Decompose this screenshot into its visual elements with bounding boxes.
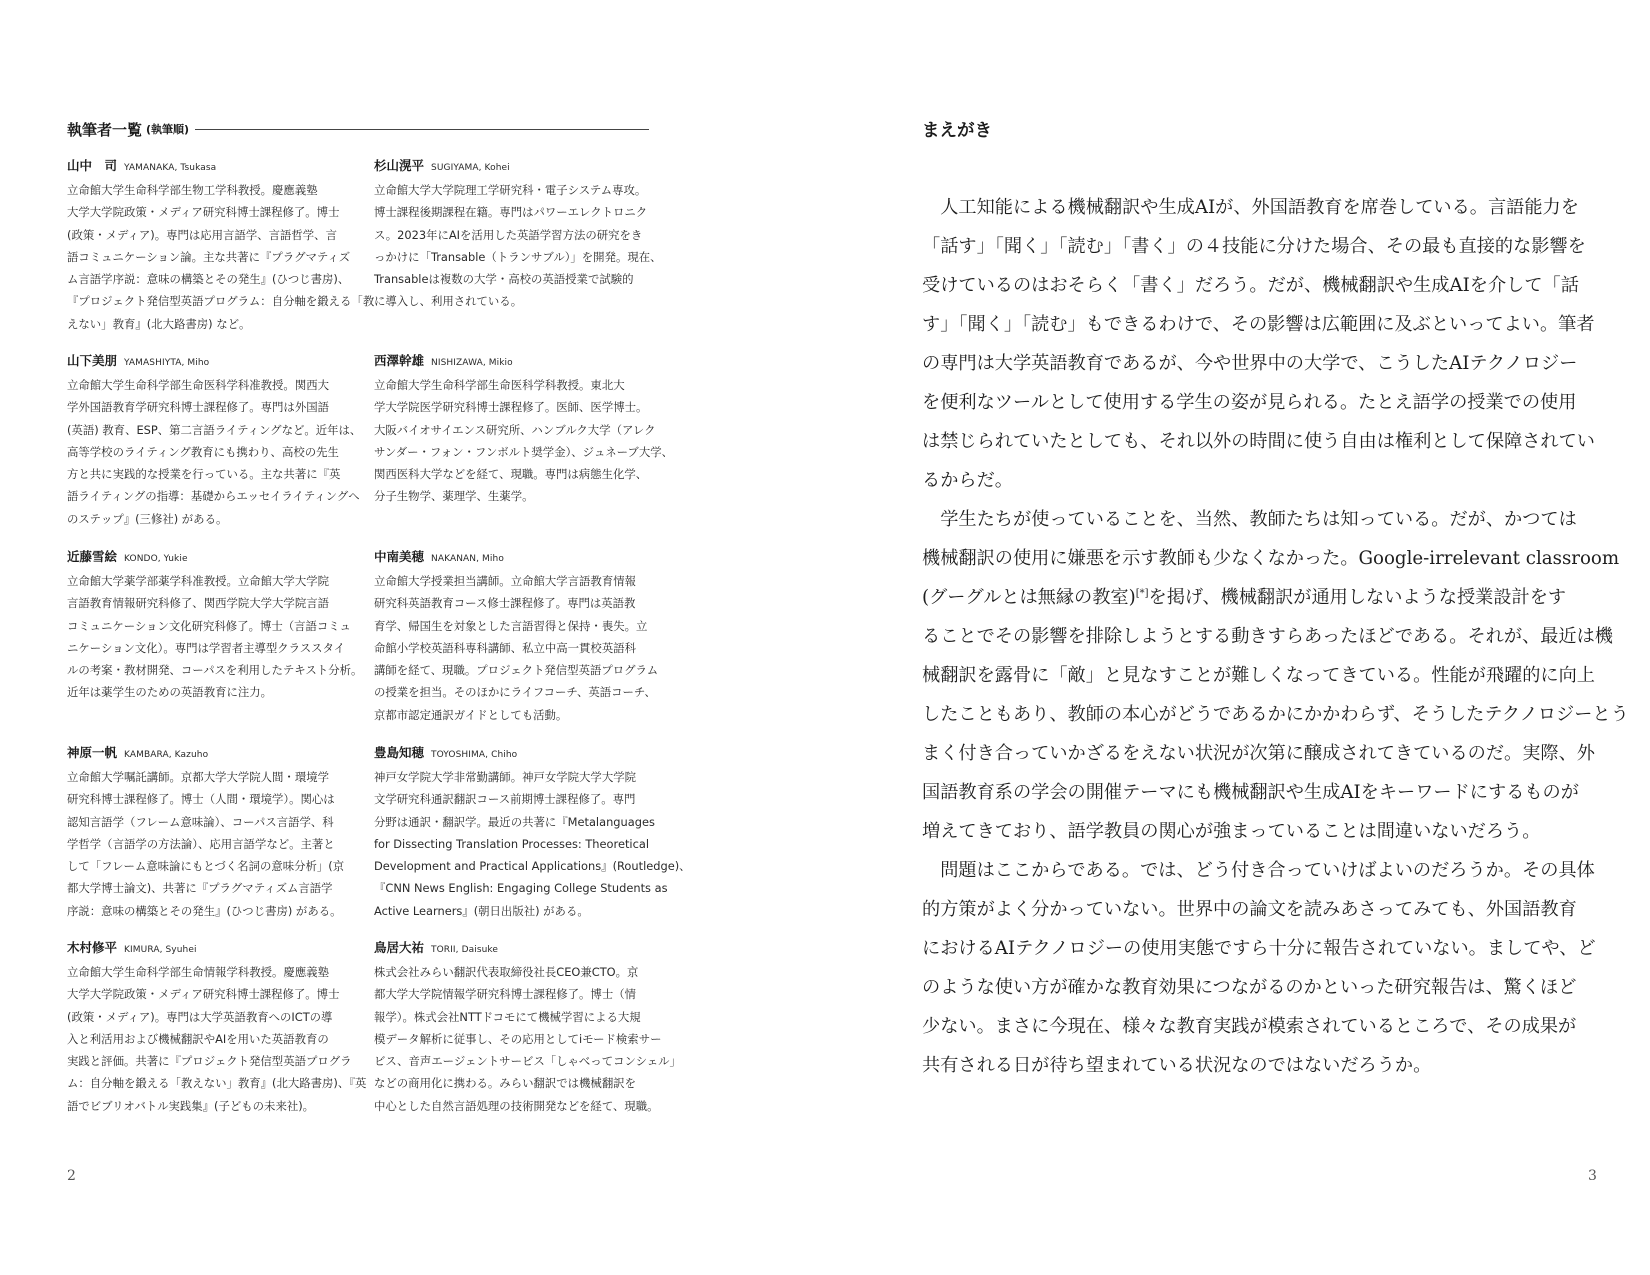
author-roman-name: SUGIYAMA, Kohei bbox=[431, 163, 510, 173]
author-bio bbox=[374, 374, 673, 508]
text-segment: を掲げ、機械翻訳が通用しないような授業設計をす bbox=[1148, 587, 1567, 608]
text-line: 共有される日が待ち望まれている状況なのではないだろうか。 bbox=[922, 1055, 1432, 1076]
bio-line: 神戸女学院大学非常勤講師。神戸女学院大学大学院 bbox=[374, 770, 636, 784]
bio-line: 大阪バイオサイエンス研究所、ハンブルク大学（アレク bbox=[374, 422, 656, 437]
bio-line: 学大学院医学研究科博士課程修了。医師、医学博士。 bbox=[374, 400, 648, 415]
author-name: 中南美穂 bbox=[374, 549, 425, 564]
bio-line: 研究科博士課程修了。博士（人間・環境学）。関心は bbox=[67, 792, 335, 807]
contributors-order-note: (執筆順) bbox=[146, 123, 190, 136]
bio-line: 関西医科大学などを経て、現職。専門は病態生化学、 bbox=[374, 467, 648, 482]
bio-line: 模データ解析に従事し、その応用としてiモード検索サー bbox=[374, 1031, 662, 1046]
bio-line: 中心とした自然言語処理の技術開発などを経て、現職。 bbox=[374, 1098, 659, 1113]
bio-line: のステップ』(三修社) がある。 bbox=[67, 511, 228, 526]
bio-line: 大学大学院政策・メディア研究科博士課程修了。博士 bbox=[67, 205, 340, 220]
bio-line: などの商用化に携わる。みらい翻訳では機械翻訳を bbox=[374, 1076, 636, 1091]
author-entry bbox=[374, 351, 673, 508]
bio-line: ルの考案・教材開発、コーパスを利用したテキスト分析。 bbox=[67, 663, 363, 678]
text-line: 械翻訳を露骨に「敵」と見なすことが難しくなってきている。性能が飛躍的に向上 bbox=[922, 665, 1595, 686]
text-line: の専門は大学英語教育であるが、今や世界中の大学で、こうしたAIテクノロジー bbox=[922, 353, 1578, 374]
bio-line: ニケーション文化）。専門は学習者主導型クラススタイ bbox=[67, 640, 346, 655]
bio-line: ム：自分軸を鍛える「教えない」教育』(北大路書房)、『英 bbox=[67, 1076, 367, 1091]
text-line: るからだ。 bbox=[922, 470, 1013, 491]
footnote-marker: [*] bbox=[1135, 588, 1149, 599]
author-bio bbox=[67, 766, 349, 922]
bio-line: 立命館大学生命科学部生物工学科教授。慶應義塾 bbox=[67, 183, 318, 197]
bio-line: 方と共に実践的な授業を行っている。主な共著に『英 bbox=[67, 467, 341, 482]
text-line: 学生たちが使っていることを、当然、教師たちは知っている。だが、かつては bbox=[922, 509, 1577, 530]
bio-line: 高等学校のライティング教育にも携わり、高校の先生 bbox=[67, 444, 339, 459]
text-line: 少ない。まさに今現在、様々な教育実践が模索されているところで、その成果が bbox=[922, 1016, 1577, 1037]
author-roman-name: KAMBARA, Kazuho bbox=[124, 750, 209, 760]
text-segment: (グーグルとは無縁の教室) bbox=[922, 587, 1136, 608]
bio-line: 認知言語学（フレーム意味論）、コーパス言語学、科 bbox=[67, 814, 334, 829]
author-entry bbox=[374, 547, 659, 726]
bio-line: 語でビブリオバトル実践集』(子どもの未来社)。 bbox=[67, 1098, 315, 1113]
bio-line: (政策・メディア)。専門は応用言語学、言語哲学、言 bbox=[67, 227, 337, 242]
page-number-left: 2 bbox=[67, 1168, 76, 1184]
text-line: のような使い方が確かな教育効果につながるのかといった研究報告は、驚くほど bbox=[922, 977, 1577, 998]
bio-line: for Dissecting Translation Processes: Theoretical bbox=[374, 836, 649, 851]
author-roman-name: KONDO, Yukie bbox=[124, 554, 188, 564]
author-bio bbox=[67, 570, 363, 704]
bio-line: 言語教育情報研究科修了、関西学院大学大学院言語 bbox=[67, 596, 329, 611]
bio-line: 博士課程後期課程在籍。専門はパワーエレクトロニク bbox=[374, 205, 648, 220]
author-roman-name: TORII, Daisuke bbox=[431, 945, 499, 955]
bio-line: 分子生物学、薬理学、生薬学。 bbox=[374, 489, 534, 504]
bio-line: に導入し、利用されている。 bbox=[374, 294, 523, 309]
author-name: 神原一帆 bbox=[67, 745, 118, 760]
bio-line: ビス、音声エージェントサービス「しゃべってコンシェル」 bbox=[374, 1054, 681, 1069]
bio-line: (英語) 教育、ESP、第二言語ライティングなど。近年は、 bbox=[67, 422, 362, 437]
bio-line: 入と利活用および機械翻訳やAIを用いた英語教育の bbox=[67, 1031, 329, 1046]
bio-line: 育学、帰国生を対象とした言語習得と保持・喪失。立 bbox=[374, 618, 648, 633]
author-entry bbox=[67, 938, 367, 1117]
bio-line: (政策・メディア)。専門は大学英語教育へのICTの導 bbox=[67, 1009, 333, 1024]
author-bio bbox=[374, 766, 691, 922]
author-name: 豊島知穂 bbox=[374, 745, 425, 760]
author-roman-name: KIMURA, Syuhei bbox=[124, 945, 197, 955]
text-line: ることでその影響を排除しようとする動きすらあったほどである。それが、最近は機 bbox=[922, 626, 1613, 647]
bio-line: コミュニケーション文化研究科修了。博士（言語コミュ bbox=[67, 618, 351, 633]
contributors-title: 執筆者一覧 bbox=[67, 120, 143, 139]
author-name: 山中 司 bbox=[67, 158, 118, 173]
bio-line: 『プロジェクト発信型英語プログラム：自分軸を鍛える「教 bbox=[67, 294, 375, 309]
author-entry bbox=[67, 351, 362, 530]
text-line: は禁じられていたとしても、それ以外の時間に使う自由は権利として保障されてい bbox=[922, 431, 1595, 452]
bio-line: サンダー・フォン・フンボルト奨学金）、ジュネーブ大学、 bbox=[374, 444, 673, 459]
bio-line: 立命館大学大学院理工学研究科・電子システム専攻。 bbox=[374, 183, 647, 197]
author-bio bbox=[374, 961, 681, 1117]
author-roman-name: YAMASHIYTA, Miho bbox=[124, 358, 210, 368]
author-entry bbox=[67, 156, 375, 335]
bio-line: 立命館大学授業担当講師。立命館大学言語教育情報 bbox=[374, 574, 636, 588]
text-line: したこともあり、教師の本心がどうであるかにかかわらず、そうしたテクノロジーとう bbox=[922, 704, 1629, 725]
text-line: 機械翻訳の使用に嫌悪を示す教師も少なくなかった。Google-irrelevant classroom bbox=[922, 548, 1620, 569]
author-name: 杉山滉平 bbox=[374, 158, 425, 173]
bio-line: 命館小学校英語科専科講師、私立中高一貫校英語科 bbox=[374, 640, 636, 655]
author-name: 西澤幹雄 bbox=[374, 353, 425, 368]
bio-line: Active Learners』(朝日出版社) がある。 bbox=[374, 903, 589, 918]
right-page bbox=[825, 0, 1650, 1275]
text-line: 「話す」「聞く」「読む」「書く」の４技能に分けた場合、その最も直接的な影響を bbox=[922, 236, 1586, 257]
text-line: す」「聞く」「読む」もできるわけで、その影響は広範囲に及ぶといってよい。筆者 bbox=[922, 314, 1595, 335]
header-rule bbox=[195, 129, 649, 130]
author-entry bbox=[67, 743, 349, 922]
bio-line: 立命館大学薬学部薬学科准教授。立命館大学大学院 bbox=[67, 574, 329, 588]
bio-line: 分野は通訳・翻訳学。最近の共著に『Metalanguages bbox=[374, 814, 655, 829]
bio-line: 文学研究科通訳翻訳コース前期博士課程修了。専門 bbox=[374, 792, 636, 807]
author-entry bbox=[374, 156, 662, 313]
preface-title: まえがき bbox=[922, 121, 992, 141]
text-line: 的方策がよく分かっていない。世界中の論文を読みあさってみても、外国語教育 bbox=[922, 899, 1577, 920]
bio-line: 学哲学（言語学の方法論）、応用言語学など。主著と bbox=[67, 836, 335, 851]
bio-line: 大学大学院政策・メディア研究科博士課程修了。博士 bbox=[67, 987, 340, 1002]
preface-body bbox=[922, 188, 1629, 1085]
bio-line: 立命館大学生命科学部生命医科学科准教授。関西大 bbox=[67, 378, 329, 392]
text-line: 増えてきており、語学教員の関心が強まっていることは間違いないだろう。 bbox=[922, 821, 1541, 842]
author-name: 木村修平 bbox=[67, 940, 118, 955]
bio-line: 報学）。株式会社NTTドコモにて機械学習による大規 bbox=[374, 1009, 641, 1024]
author-bio bbox=[67, 374, 362, 530]
bio-line: 都大学博士論文)、共著に『プラグマティズム言語学 bbox=[67, 881, 333, 896]
text-line: 問題はここからである。では、どう付き合っていけばよいのだろうか。その具体 bbox=[922, 860, 1595, 881]
author-entry bbox=[374, 938, 681, 1117]
author-bio bbox=[67, 179, 375, 335]
bio-line: 立命館大学生命科学部生命情報学科教授。慶應義塾 bbox=[67, 965, 329, 979]
bio-line: 研究科英語教育コース修士課程修了。専門は英語教 bbox=[374, 596, 636, 611]
bio-line: 『CNN News English: Engaging College Students as bbox=[374, 881, 668, 896]
bio-line: っかけに「Transable（トランサブル）」を開発。現在、 bbox=[374, 249, 662, 264]
bio-line: 都大学大学院情報学研究科博士課程修了。博士（情 bbox=[374, 987, 636, 1002]
bio-line: 語ライティングの指導：基礎からエッセイライティングへ bbox=[67, 489, 360, 504]
author-roman-name: YAMANAKA, Tsukasa bbox=[124, 163, 217, 173]
bio-line: えない」教育』(北大路書房) など。 bbox=[67, 316, 251, 331]
author-name: 山下美朋 bbox=[67, 353, 118, 368]
author-name: 近藤雪絵 bbox=[67, 549, 118, 564]
bio-line: して「フレーム意味論にもとづく名詞の意味分析」(京 bbox=[67, 859, 345, 874]
bio-line: Transableは複数の大学・高校の英語授業で試験的 bbox=[374, 272, 634, 287]
page-number-right: 3 bbox=[1588, 1168, 1597, 1184]
text-line: 人工知能による機械翻訳や生成AIが、外国語教育を席巻している。言語能力を bbox=[922, 197, 1579, 218]
author-bio bbox=[67, 961, 367, 1117]
bio-line: 京都市認定通訳ガイドとしても活動。 bbox=[374, 707, 568, 722]
contributors-header bbox=[67, 118, 649, 140]
text-line: を便利なツールとして使用する学生の姿が見られる。たとえ語学の授業での使用 bbox=[922, 392, 1577, 413]
bio-line: 序説：意味の構築とその発生』(ひつじ書房) がある。 bbox=[67, 903, 342, 918]
text-line-with-footnote bbox=[922, 578, 1600, 617]
bio-line: 語コミュニケーション論。主な共著に『プラグマティズ bbox=[67, 249, 351, 264]
author-roman-name: NAKANAN, Miho bbox=[431, 554, 504, 564]
bio-line: 株式会社みらい翻訳代表取締役社長CEO兼CTO。京 bbox=[374, 965, 639, 979]
author-roman-name: NISHIZAWA, Mikio bbox=[431, 358, 513, 368]
text-line: 受けているのはおそらく「書く」だろう。だが、機械翻訳や生成AIを介して「話 bbox=[922, 275, 1579, 296]
bio-line: 学外国語教育学研究科博士課程修了。専門は外国語 bbox=[67, 400, 329, 415]
author-entry bbox=[67, 547, 363, 704]
text-line: まく付き合っていかざるをえない状況が次第に醸成されてきているのだ。実際、外 bbox=[922, 743, 1595, 764]
bio-line: ム言語学序説：意味の構築とその発生』(ひつじ書房)、 bbox=[67, 272, 350, 287]
text-line: におけるAIテクノロジーの使用実態ですら十分に報告されていない。ましてや、ど bbox=[922, 938, 1596, 959]
author-name: 鳥居大祐 bbox=[374, 940, 425, 955]
text-line: 国語教育系の学会の開催テーマにも機械翻訳や生成AIをキーワードにするものが bbox=[922, 782, 1579, 803]
bio-line: 実践と評価。共著に『プロジェクト発信型英語プログラ bbox=[67, 1054, 352, 1069]
author-bio bbox=[374, 179, 662, 313]
author-entry bbox=[374, 743, 691, 922]
bio-line: 近年は薬学生のための英語教育に注力。 bbox=[67, 685, 273, 700]
bio-line: 立命館大学生命科学部生命医科学科教授。東北大 bbox=[374, 378, 625, 392]
author-bio bbox=[374, 570, 659, 726]
bio-line: Development and Practical Applications』(Routledge)、 bbox=[374, 859, 691, 874]
bio-line: 講師を経て、現職。プロジェクト発信型英語プログラム bbox=[374, 663, 659, 678]
bio-line: の授業を担当。そのほかにライフコーチ、英語コーチ、 bbox=[374, 685, 656, 700]
bio-line: ス。2023年にAIを活用した英語学習方法の研究をき bbox=[374, 227, 643, 242]
author-roman-name: TOYOSHIMA, Chiho bbox=[431, 750, 518, 760]
bio-line: 立命館大学嘱託講師。京都大学大学院人間・環境学 bbox=[67, 770, 329, 784]
